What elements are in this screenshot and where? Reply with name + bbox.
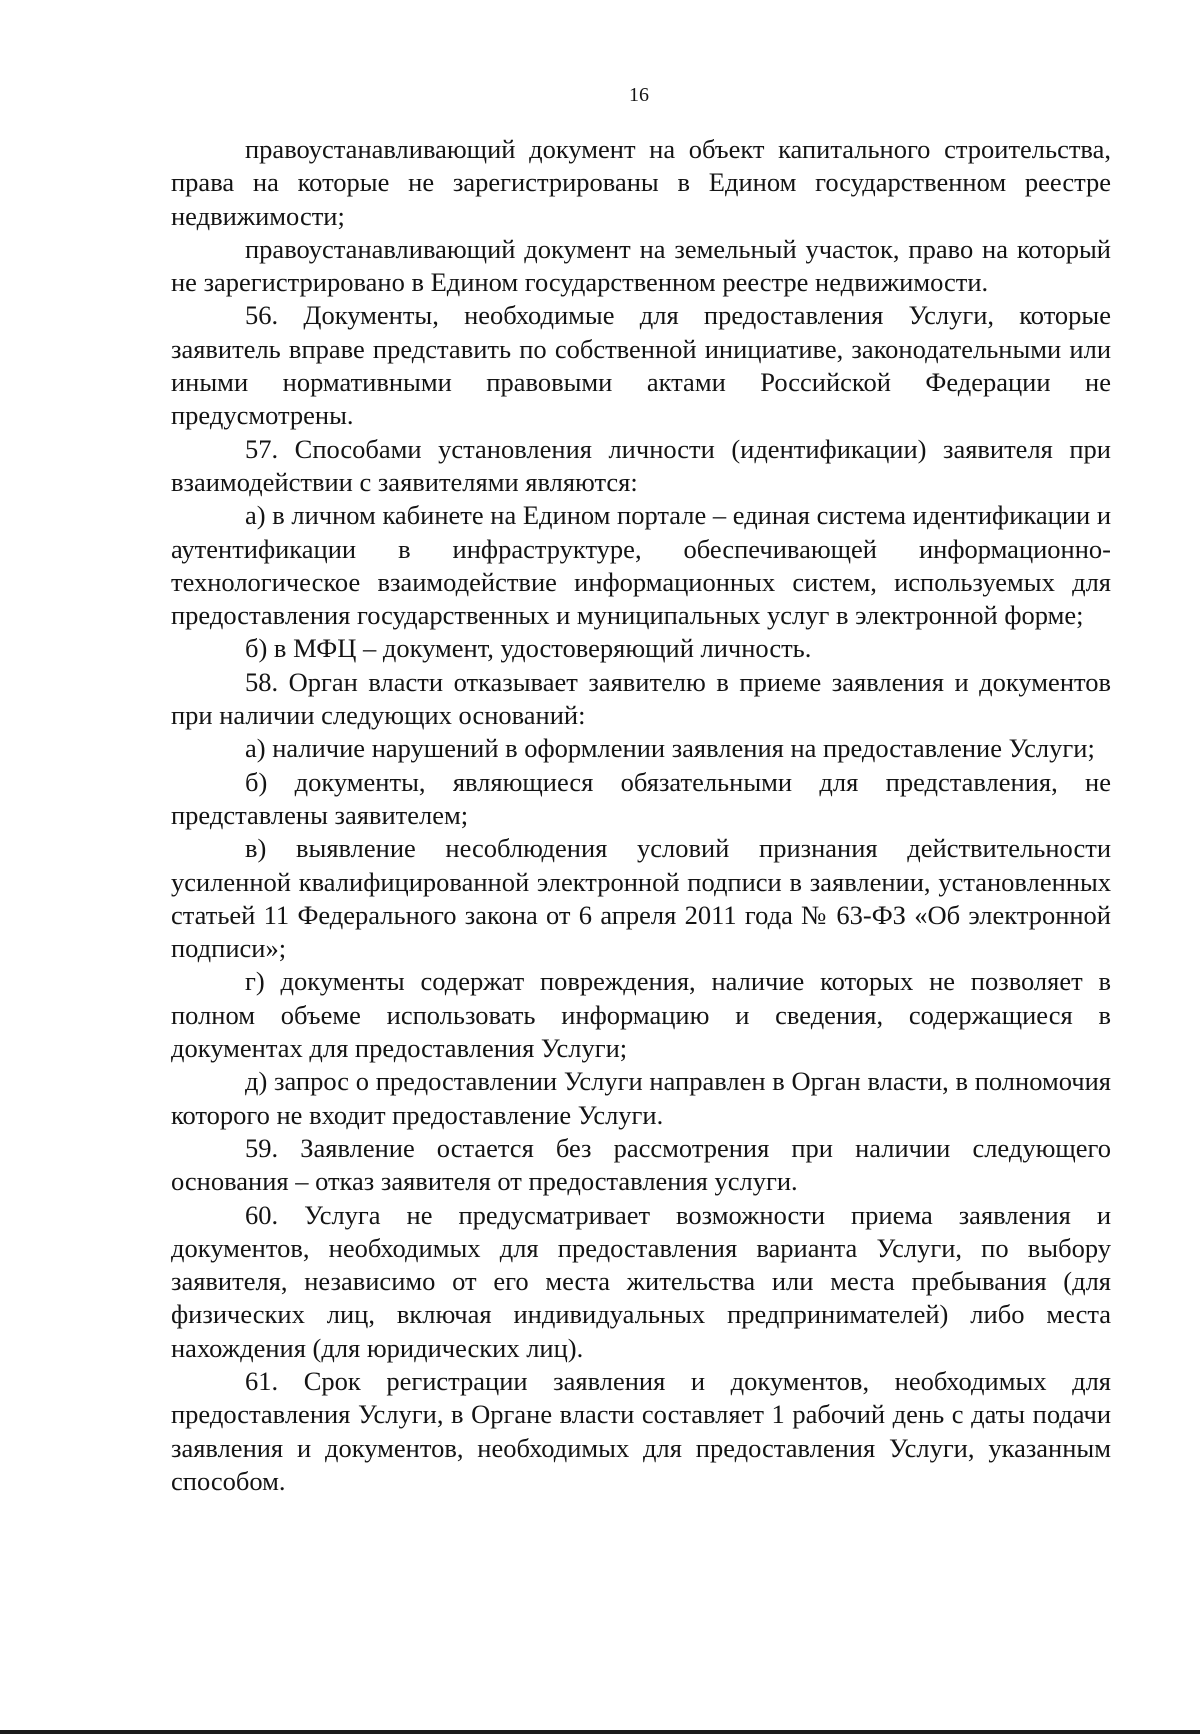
clause-57-item-b: б) в МФЦ – документ, удостоверяющий личность. (245, 633, 812, 664)
clause-59: 59. Заявление остается без рассмотрения при наличии следующего основания – отказ заявителя от предоставления услуги. (171, 1132, 1111, 1197)
clause-58-item-g: г) документы содержат повреждения, наличие которых не позволяет в полном объеме использовать информацию и сведения, содержащиеся в документах для предоставления Услуги; (171, 966, 1111, 1064)
clause-58-item-d: д) запрос о предоставлении Услуги направлен в Орган власти, в полномочия которого не входит предоставление Услуги. (171, 1066, 1111, 1130)
clause-56: 56. Документы, необходимые для предоставления Услуги, которые заявитель вправе представить по собственной инициативе, законодательными или иными нормативными правовыми актами Российской Федерации не предусмотрены. (171, 300, 1111, 431)
clause-61: 61. Срок регистрации заявления и документов, необходимых для предоставления Услуги, в Органе власти составляет 1 рабочий день с даты подачи заявления и документов, необходимых для предоставления Услуги, указанным способом. (171, 1365, 1111, 1496)
clause-58: 58. Орган власти отказывает заявителю в приеме заявления и документов при наличии следующих оснований: (171, 666, 1111, 731)
paragraph-title-document-building: правоустанавливающий документ на объект капитального строительства, права на которые не зарегистрированы в Едином государственном реестре недвижимости; (171, 134, 1111, 231)
clause-57-item-a: а) в личном кабинете на Едином портале – единая система идентификации и аутентификации в инфраструктуре, обеспечивающей информационно-технологическое взаимодействие информационных систем, используемых для предоставления государственных и муниципальных услуг в электронной форме; (171, 500, 1111, 631)
clause-58-item-v: в) выявление несоблюдения условий признания действительности усиленной квалифицированной электронной подписи в заявлении, установленных статьей 11 Федерального закона от 6 апреля 2011 года № 63-ФЗ «Об электронной подписи»; (171, 833, 1111, 964)
document-body (171, 133, 1111, 1498)
page-number: 16 (629, 84, 649, 106)
clause-57: 57. Способами установления личности (идентификации) заявителя при взаимодействии с заявителями являются: (171, 433, 1111, 497)
scan-bottom-edge (0, 1730, 1200, 1734)
clause-58-item-b: б) документы, являющиеся обязательными для представления, не представлены заявителем; (171, 766, 1111, 830)
paragraph-title-document-land: правоустанавливающий документ на земельный участок, право на который не зарегистрировано в Едином государственном реестре недвижимости. (171, 233, 1111, 298)
clause-58-item-a: а) наличие нарушений в оформлении заявления на предоставление Услуги; (245, 733, 1095, 764)
clause-60: 60. Услуга не предусматривает возможности приема заявления и документов, необходимых для предоставления варианта Услуги, по выбору заявителя, независимо от его места жительства или места пребывания (для физических лиц, включая индивидуальных предпринимателей) либо места нахождения (для юридических лиц). (171, 1199, 1111, 1363)
